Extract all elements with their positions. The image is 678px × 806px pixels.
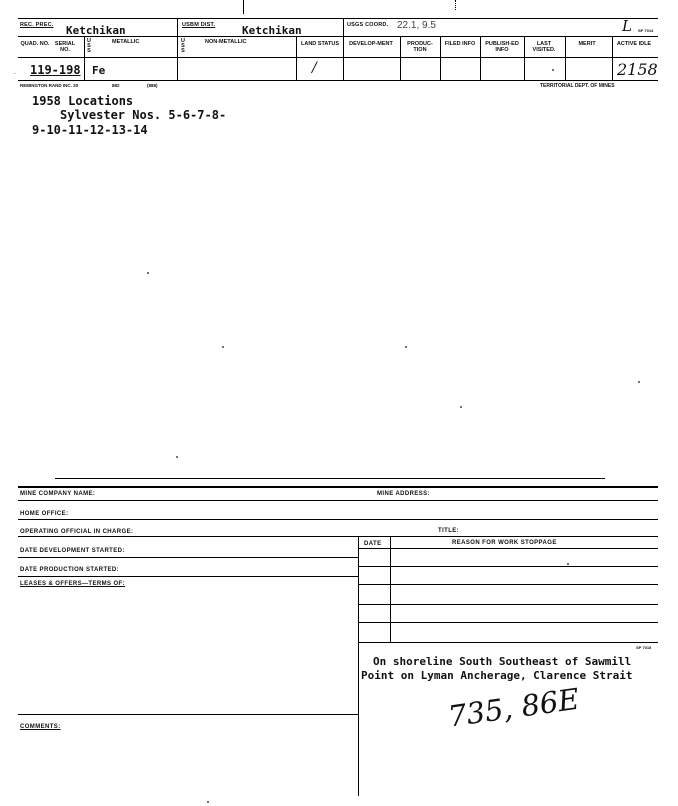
col-divider <box>565 36 566 80</box>
imprint-paren: (888) <box>147 83 158 88</box>
speck <box>147 272 149 274</box>
row-marker: . <box>14 69 16 76</box>
speck <box>207 801 209 803</box>
speck <box>405 346 407 348</box>
col-uss-metallic: U S S <box>87 38 91 54</box>
title-label: TITLE: <box>438 528 460 534</box>
speck <box>176 456 178 458</box>
col-divider <box>84 36 85 80</box>
registration-tick <box>455 0 456 10</box>
col-divider <box>177 18 178 80</box>
date-development-label: DATE DEVELOPMENT STARTED: <box>20 548 125 554</box>
imprint-code: 882 <box>112 83 120 88</box>
usbm-dist-value: Ketchikan <box>242 24 302 37</box>
col-active-idle: ACTIVE IDLE <box>616 41 652 47</box>
speck <box>638 381 640 383</box>
date-production-label: DATE PRODUCTION STARTED: <box>20 567 120 573</box>
leases-offers-label: LEASES & OFFERS—TERMS OF: <box>20 581 126 587</box>
row-divider <box>358 622 658 623</box>
row-divider <box>358 566 658 567</box>
rec-prec-value: Ketchikan <box>66 24 126 37</box>
row-divider <box>18 714 358 715</box>
usgs-coord-label: USGS COORD. <box>347 22 389 28</box>
col-divider <box>343 18 344 80</box>
col-land-status: LAND STATUS <box>301 41 339 47</box>
active-idle-value: 2158 <box>617 60 658 79</box>
row-divider <box>18 557 358 558</box>
row-divider <box>358 548 658 549</box>
land-status-mark: / <box>312 60 317 76</box>
row-divider <box>358 642 658 643</box>
row-divider <box>18 536 658 537</box>
speck <box>567 563 569 565</box>
row-divider <box>358 584 658 585</box>
col-production: PRODUC-TION <box>407 41 433 53</box>
rec-prec-label: REC. PREC. <box>20 22 54 28</box>
col-divider <box>480 36 481 80</box>
row-divider <box>18 576 358 577</box>
handwritten-code: 735, 86E <box>446 681 582 734</box>
location-note-line-2: Point on Lyman Ancherage, Clarence Strait <box>361 669 633 682</box>
usgs-coord-value: 22.1, 9.5 <box>397 20 436 31</box>
registration-tick <box>243 0 244 14</box>
col-quad-no: QUAD. NO. <box>20 41 50 47</box>
col-divider <box>400 36 401 80</box>
row-divider <box>18 519 658 520</box>
lower-form-top-border <box>18 486 658 488</box>
col-published-info: PUBLISH-ED INFO <box>485 41 519 53</box>
speck <box>552 69 554 71</box>
header-top-border <box>18 18 658 19</box>
date-column-divider <box>390 536 391 642</box>
row-divider <box>358 604 658 605</box>
home-office-label: HOME OFFICE: <box>20 511 69 517</box>
col-development: DEVELOP-MENT <box>349 41 393 47</box>
notes-line-1: 1958 Locations <box>32 94 134 108</box>
operating-official-label: OPERATING OFFICIAL IN CHARGE: <box>20 529 134 535</box>
notes-line-2: Sylvester Nos. 5-6-7-8- <box>60 108 227 122</box>
col-merit: MERIT <box>578 41 596 47</box>
col-filed-info: FILED INFO <box>444 41 476 47</box>
usbm-dist-label: USBM DIST. <box>182 22 216 28</box>
fold-line <box>55 478 605 479</box>
mine-address-label: MINE ADDRESS: <box>377 491 430 497</box>
serial-value: 119-198 <box>30 63 81 77</box>
metallic-value: Fe <box>92 64 106 77</box>
notes-line-3: 9-10-11-12-13-14 <box>32 123 148 137</box>
reason-column-header: REASON FOR WORK STOPPAGE <box>452 540 557 546</box>
col-divider <box>612 36 613 80</box>
col-divider <box>440 36 441 80</box>
form-number: SP 7014 <box>638 28 654 33</box>
data-row-bottom-border <box>18 80 658 81</box>
speck <box>460 406 462 408</box>
form-number-lower: SP 7015 <box>636 645 652 650</box>
col-divider <box>296 36 297 80</box>
col-serial-no: SERIAL NO. <box>54 41 76 53</box>
col-divider <box>524 36 525 80</box>
date-column-header: DATE <box>364 541 382 547</box>
col-last-visited: LAST VISITED. <box>532 41 556 53</box>
corner-mark: L <box>622 17 632 35</box>
location-note-line-1: On shoreline South Southeast of Sawmill <box>373 655 632 668</box>
comments-label: COMMENTS: <box>20 724 61 730</box>
col-non-metallic: NON-METALLIC <box>205 39 247 45</box>
col-uss-nonmetallic: U S S <box>181 38 185 54</box>
imprint-right: TERRITORIAL DEPT. OF MINES <box>540 83 615 89</box>
speck <box>222 346 224 348</box>
mine-company-name-label: MINE COMPANY NAME: <box>20 491 96 497</box>
col-metallic: METALLIC <box>112 39 140 45</box>
header-columns-divider <box>18 57 658 58</box>
imprint-left: REMINGTON RAND INC. 20 <box>20 83 79 88</box>
main-column-divider <box>358 536 359 796</box>
row-divider <box>18 500 658 501</box>
